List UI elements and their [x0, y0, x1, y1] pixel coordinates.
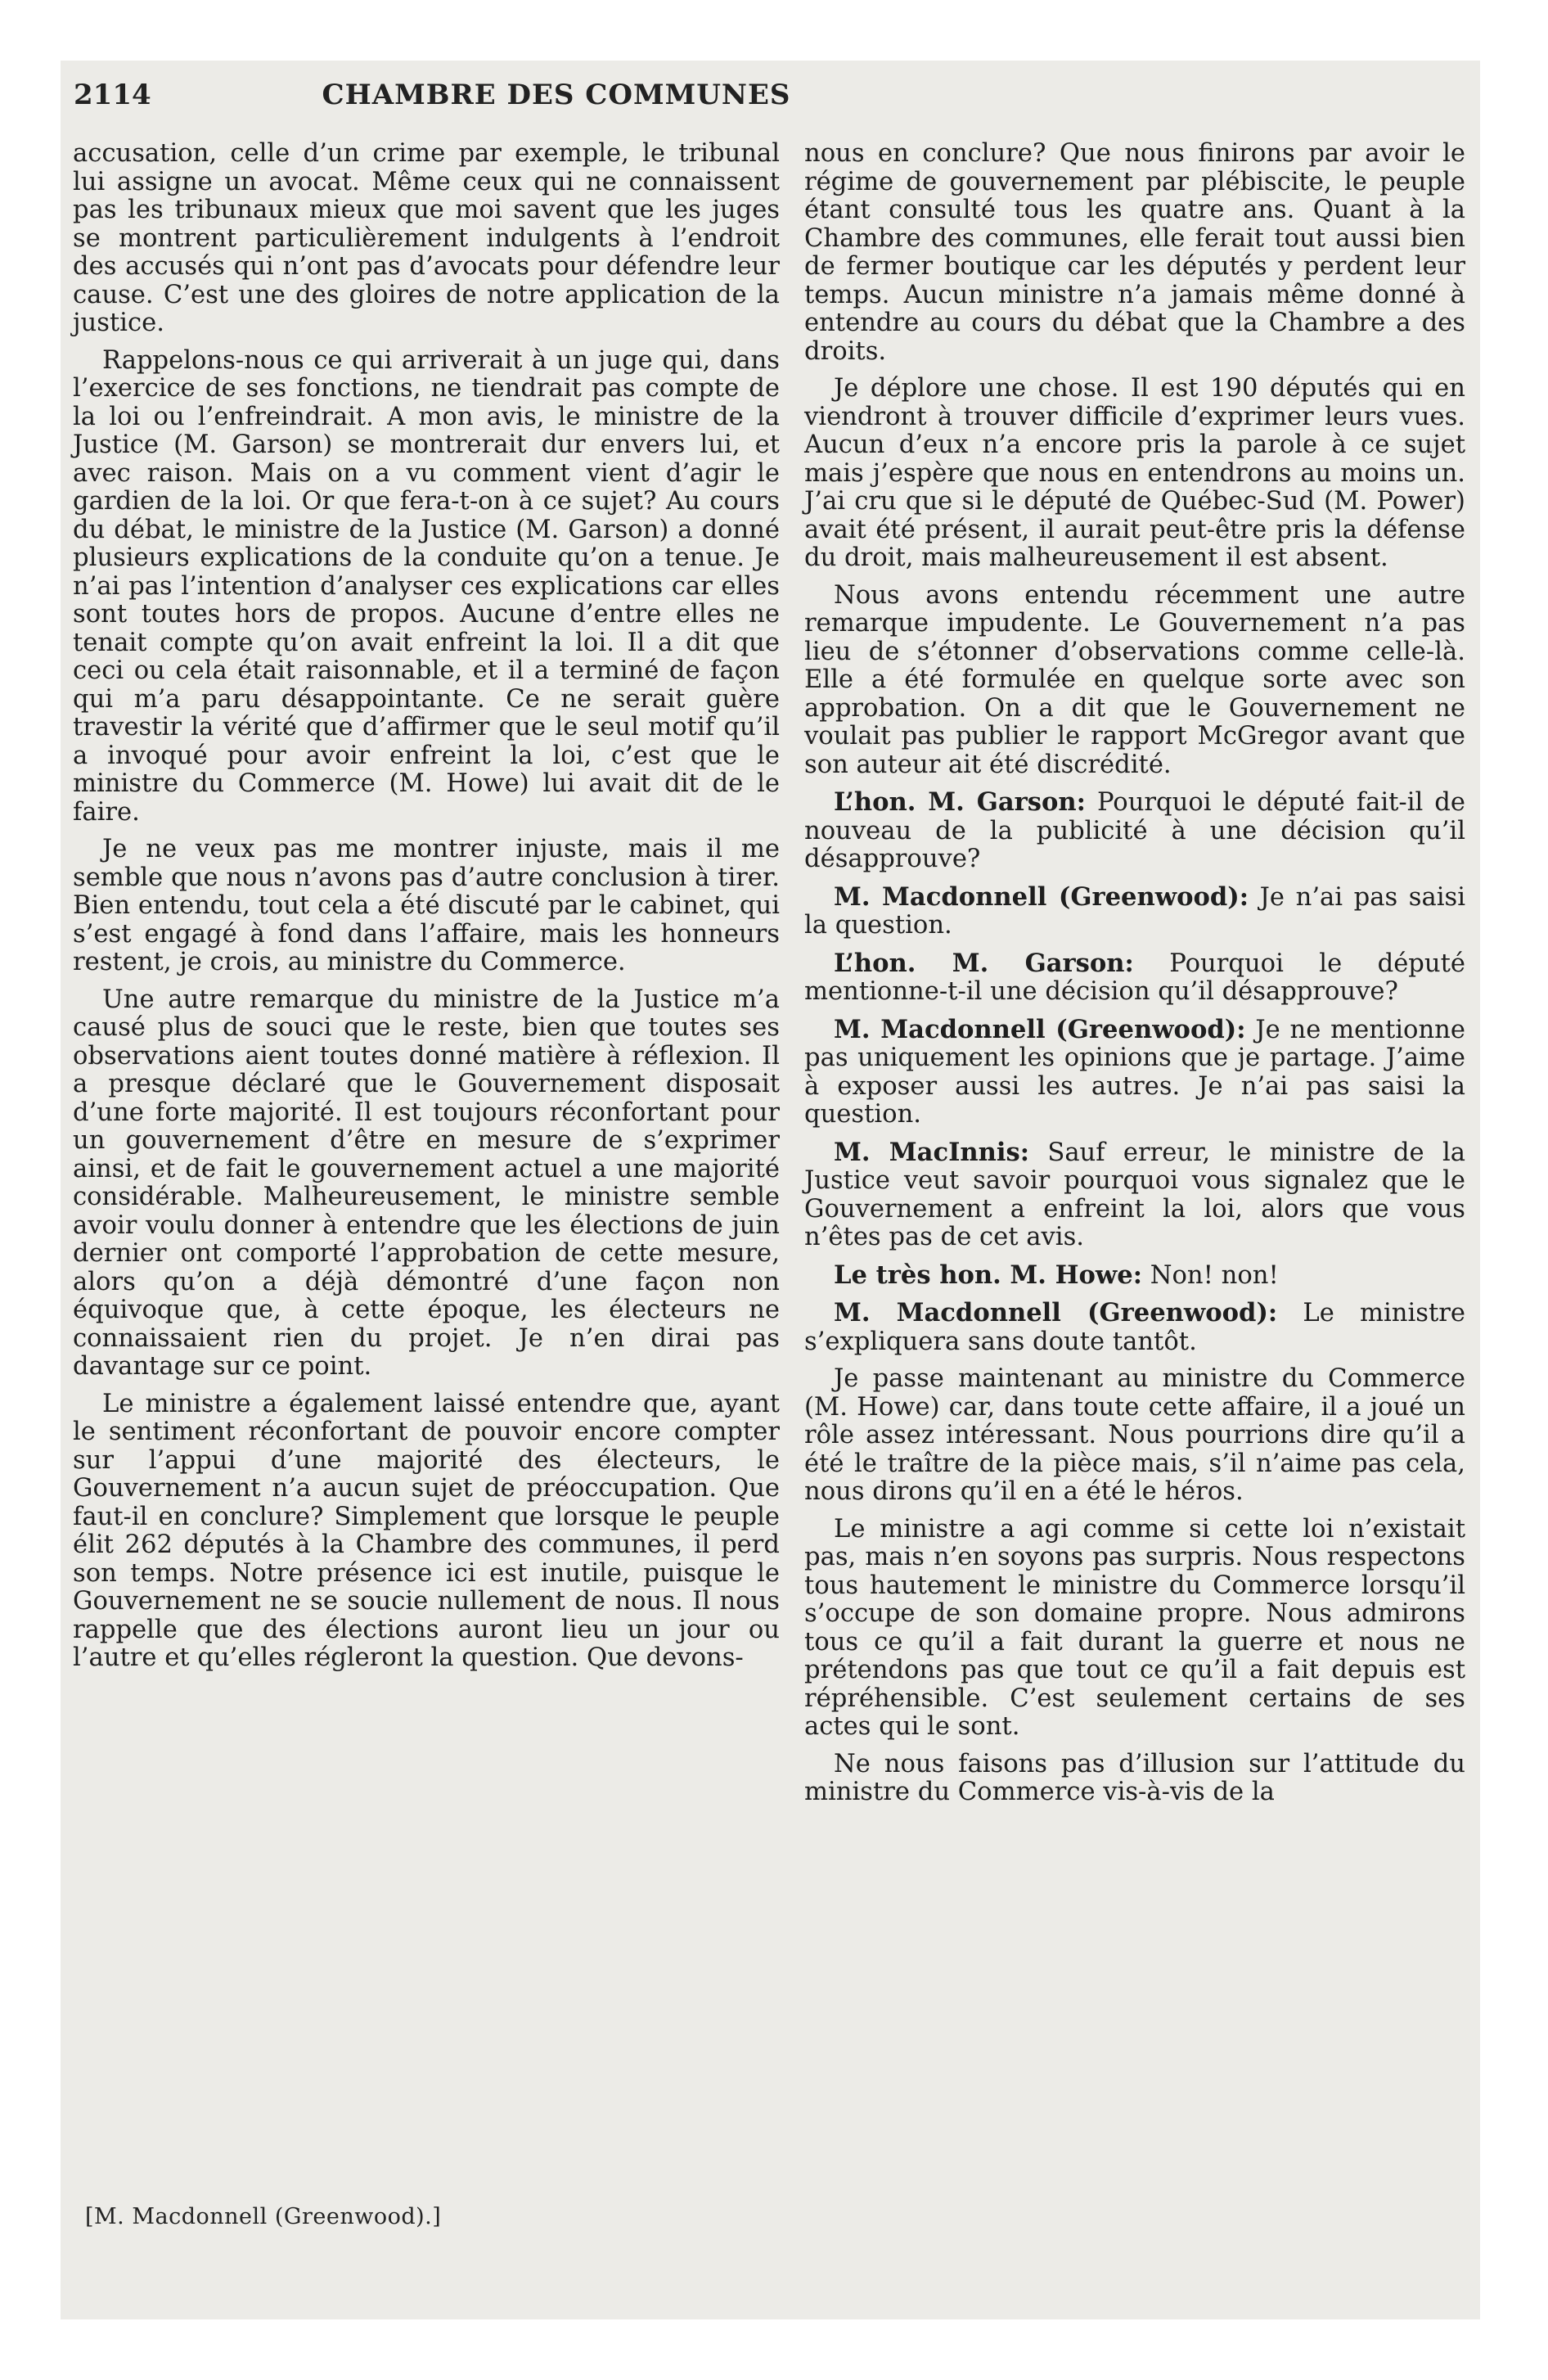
- paragraph: [804, 1751, 1465, 1807]
- right-column: [804, 140, 1465, 1816]
- page-number: 2114: [74, 79, 151, 111]
- speaker-name: M. Macdonnell (Greenwood):: [834, 1014, 1246, 1044]
- paragraph-text: nous en conclure? Que nous finirons par avoir le régime de gouvernement par plébiscite, le peuple étant consulté tous les quatre ans. Quant à la Chambre des communes, elle ferait tout aussi bien de fermer boutique car les députés y perdent leur temps. Aucun ministre n’a jamais même donné à entendre au cours du débat que la Chambre a des droits.: [804, 139, 1465, 366]
- speech-text: Je ne mentionne pas uniquement les opinions que je partage. J’aime à exposer aussi les autres. Je n’ai pas saisi la question.: [804, 1015, 1465, 1129]
- paragraph-text: Le ministre a agi comme si cette loi n’existait pas, mais n’en soyons pas surpris. Nous respectons tous hautement le ministre du Commerce lorsqu’il s’occupe de son domaine propre. Nous admirons tous ce qu’il a fait durant la guerre et nous ne prétendons pas que tout ce qu’il a fait depuis est répréhensible. C’est seulement certains de ses actes qui le sont.: [804, 1514, 1465, 1741]
- paragraph: [804, 140, 1465, 366]
- speech-text: Pourquoi le député mentionne-t-il une décision qu’il désapprouve?: [804, 949, 1465, 1006]
- speaker-name: M. Macdonnell (Greenwood):: [834, 1298, 1278, 1327]
- paragraph-text: Ne nous faisons pas d’illusion sur l’attitude du ministre du Commerce vis-à-vis de la: [804, 1749, 1465, 1806]
- paragraph: accusation, celle d’un crime par exemple, le tribunal lui assigne un avocat. Même ceux qui ne connaissent pas les tribunaux mieux que moi savent que les juges se montrent particulièrement indulgents à l’endroit des accusés qui n’ont pas d’avocats pour défendre leur cause. C’est une des gloires de notre application de la justice.: [73, 139, 780, 337]
- speech: [804, 788, 1465, 874]
- paragraph: [804, 1516, 1465, 1742]
- speech: [804, 1299, 1465, 1356]
- paragraph: Rappelons-nous ce qui arriverait à un juge qui, dans l’exercice de ses fonctions, ne tiendrait pas compte de la loi ou l’enfreindrait. A mon avis, le ministre de la Justice (M. Garson) se montrerait dur envers lui, et avec raison. Mais on a vu comment vient d’agir le gardien de la loi. Or que fera-t-on à ce sujet? Au cours du débat, le ministre de la Justice (M. Garson) a donné plusieurs explications de la conduite qu’on a tenue. Je n’ai pas l’intention d’analyser ces explications car elles sont toutes hors de propos. Aucune d’entre elles ne tenait compte qu’on avait enfreint la loi. Il a dit que ceci ou cela était raisonnable, et il a terminé de façon qui m’a paru désappointante. Ce ne serait guère travestir la vérité que d’affirmer que le seul motif qu’il a invoqué pour avoir enfreint la loi, c’est que le ministre du Commerce (M. Howe) lui avait dit de le faire.: [73, 345, 780, 827]
- speech-text: Pourquoi le député fait-il de nouveau de la publicité à une décision qu’il désapprouve?: [804, 788, 1465, 873]
- paragraph: [804, 1365, 1465, 1507]
- page-header: [74, 79, 1039, 128]
- speech: [804, 1138, 1465, 1252]
- speech: [804, 883, 1465, 940]
- speaker-name: L’hon. M. Garson:: [834, 948, 1134, 978]
- speaker-byline: [M. Macdonnell (Greenwood).]: [85, 2204, 442, 2229]
- speech-text: Le ministre s’expliquera sans doute tantôt.: [804, 1299, 1465, 1356]
- paragraph: [804, 582, 1465, 780]
- paragraph: Je ne veux pas me montrer injuste, mais il me semble que nous n’avons pas d’autre conclusion à tirer. Bien entendu, tout cela a été discuté par le cabinet, qui s’est engagé à fond dans l’affaire, mais les honneurs restent, je crois, au ministre du Commerce.: [73, 835, 780, 976]
- speaker-name: Le très hon. M. Howe:: [834, 1260, 1142, 1290]
- running-title: CHAMBRE DES COMMUNES: [322, 79, 791, 111]
- paragraph: Une autre remarque du ministre de la Justice m’a causé plus de souci que le reste, bien que toutes ses observations aient toutes donné matière à réflexion. Il a presque déclaré que le Gouvernement disposait d’une forte majorité. Il est toujours réconfortant pour un gouvernement d’être en mesure de s’exprimer ainsi, et de fait le gouvernement actuel a une majorité considérable. Malheureusement, le ministre semble avoir voulu donner à entendre que les élections de juin dernier ont comporté l’approbation de cette mesure, alors qu’on a déjà démontré d’une façon non équivoque que, à cette époque, les électeurs ne connaissaient rien du projet. Je n’en dirai pas davantage sur ce point.: [73, 985, 780, 1381]
- speaker-name: M. MacInnis:: [834, 1137, 1030, 1167]
- speech: [804, 1261, 1465, 1291]
- speech: [804, 949, 1465, 1007]
- paragraph: [804, 375, 1465, 573]
- paragraph-text: Je passe maintenant au ministre du Commerce (M. Howe) car, dans toute cette affaire, il a joué un rôle assez intéressant. Nous pourrions dire qu’il a été le traître de la pièce mais, s’il n’aime pas cela, nous dirons qu’il en a été le héros.: [804, 1364, 1465, 1506]
- speech-text: Non! non!: [1150, 1260, 1279, 1290]
- speaker-name: L’hon. M. Garson:: [834, 787, 1086, 817]
- paragraph-text: Nous avons entendu récemment une autre remarque impudente. Le Gouvernement n’a pas lieu de s’étonner d’observations comme celle-là. Elle a été formulée en quelque sorte avec son approbation. On a dit que le Gouvernement ne voulait pas publier le rapport McGregor avant que son auteur ait été discrédité.: [804, 580, 1465, 779]
- speaker-name: M. Macdonnell (Greenwood):: [834, 881, 1249, 912]
- speech: [804, 1016, 1465, 1129]
- paragraph: Le ministre a également laissé entendre que, ayant le sentiment réconfortant de pouvoir encore compter sur l’appui d’une majorité des électeurs, le Gouvernement n’a aucun sujet de préoccupation. Que faut-il en conclure? Simplement que lorsque le peuple élit 262 députés à la Chambre des communes, il perd son temps. Notre présence ici est inutile, puisque le Gouvernement ne se soucie nullement de nous. Il nous rappelle que des élections auront lieu un jour ou l’autre et qu’elles régleront la question. Que devons-: [73, 1389, 780, 1672]
- paragraph-text: Je déplore une chose. Il est 190 députés qui en viendront à trouver difficile d’exprimer leurs vues. Aucun d’eux n’a encore pris la parole à ce sujet mais j’espère que nous en entendrons au moins un. J’ai cru que si le député de Québec-Sud (M. Power) avait été présent, il aurait peut-être pris la défense du droit, mais malheureusement il est absent.: [804, 374, 1465, 572]
- speech-text: Sauf erreur, le ministre de la Justice veut savoir pourquoi vous signalez que le Gouvernement a enfreint la loi, alors que vous n’êtes pas de cet avis.: [804, 1138, 1465, 1251]
- speech-text: Je n’ai pas saisi la question.: [804, 882, 1465, 940]
- left-column: [73, 140, 780, 1682]
